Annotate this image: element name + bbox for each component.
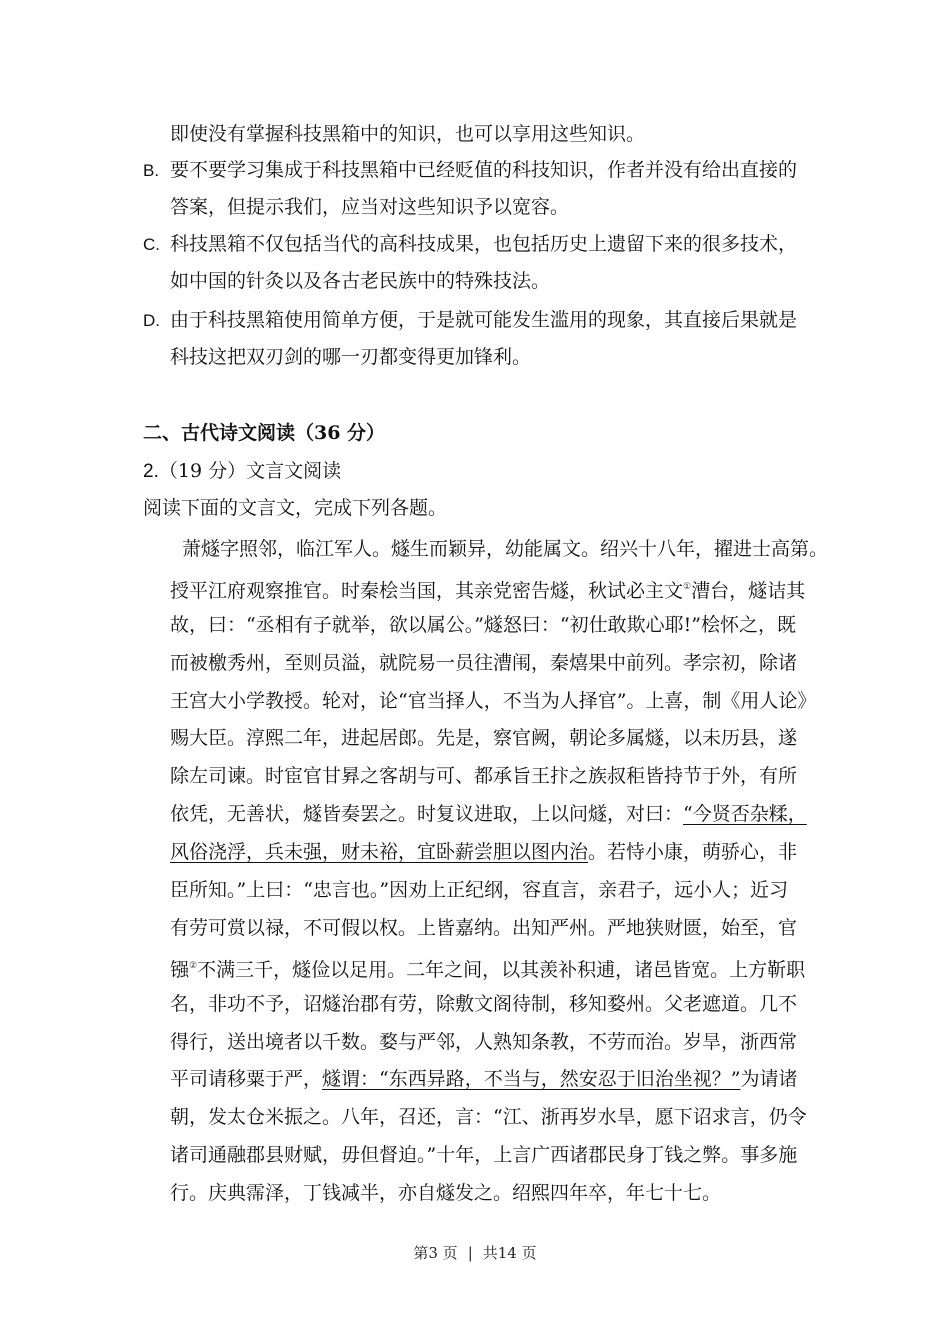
passage-line: 除左司谏。时宦官甘昪之客胡与可、都承旨王抃之族叔秬皆持节于外，有所 xyxy=(170,765,798,788)
option-text: 科技这把双刃剑的哪一刃都变得更加锋利。 xyxy=(170,346,532,368)
underlined-sentence: 风俗浇浮，兵未强，财未裕，宜卧薪尝胆以图内治 xyxy=(170,841,589,864)
passage-line: 王宫大小学教授。轮对，论“官当择人，不当为人择官”。上喜，制《用人论》 xyxy=(170,689,817,712)
passage-line: 依凭，无善状，燧皆奏罢之。时复议进取，上以问燧，对曰：“今贤否杂糅， xyxy=(170,803,807,826)
passage-line: 平司请移粟于严，燧谓：“东西异路，不当与，然安忍于旧治坐视？”为请诸 xyxy=(170,1068,798,1091)
passage-line: 得行，送出境者以千数。婺与严邻，人熟知条教，不劳而治。岁旱，浙西常 xyxy=(170,1030,798,1053)
option-letter: B. xyxy=(143,161,160,180)
question-instruction: 阅读下面的文言文，完成下列各题。 xyxy=(143,497,448,519)
passage-line: 名，非功不予，诏燧治郡有劳，除敷文阁待制，移知婺州。父老遮道。几不 xyxy=(170,992,798,1015)
option-text: 由于科技黑箱使用简单方便，于是就可能发生滥用的现象，其直接后果就是 xyxy=(170,309,798,331)
passage-line: 授平江府观察推官。时秦桧当国，其亲党密告燧，秋试必主文①漕台，燧诘其 xyxy=(170,579,806,602)
passage-line: 行。庆典霈泽，丁钱减半，亦自燧发之。绍熙四年卒，年七十七。 xyxy=(170,1182,722,1205)
option-b xyxy=(143,152,843,226)
option-a-continuation: 即使没有掌握科技黑箱中的知识，也可以享用这些知识。 xyxy=(170,123,646,145)
footnote-marker: ② xyxy=(189,960,198,971)
passage-line: 赐大臣。淳熙二年，进起居郎。先是，察官阙，朝论多属燧，以未历县，遂 xyxy=(170,727,798,750)
section-title: 二、古代诗文阅读（36 分） xyxy=(143,422,386,444)
passage-line: 朝，发太仓米振之。八年，召还，言：“江、浙再岁水旱，愿下诏求言，仍令 xyxy=(170,1106,807,1129)
option-letter: D. xyxy=(143,311,160,330)
page-total: 共14 页 xyxy=(482,1244,537,1262)
option-d xyxy=(143,302,843,376)
option-letter: C. xyxy=(143,235,160,254)
passage-line: 镪②不满三千，燧俭以足用。二年之间，以其羡补积逋，诸邑皆宽。上方靳职 xyxy=(170,958,806,981)
underlined-sentence: “今贤否杂糅， xyxy=(683,803,807,826)
question-text: （19 分）文言文阅读 xyxy=(158,460,342,482)
passage-line: 诸司通融郡县财赋，毋但督迫。”十年，上言广西诸郡民身丁钱之弊。事多施 xyxy=(170,1144,798,1167)
passage-line: 风俗浇浮，兵未强，财未裕，宜卧薪尝胆以图内治。若恃小康，萌骄心，非 xyxy=(170,841,798,864)
question-title xyxy=(143,456,341,487)
option-text: 科技黑箱不仅包括当代的高科技成果，也包括历史上遗留下来的很多技术， xyxy=(170,233,798,255)
option-c xyxy=(143,226,843,300)
page-number: 第3 页 xyxy=(413,1244,458,1262)
question-number: 2. xyxy=(143,461,159,482)
passage-line: 萧燧字照邻，临江军人。燧生而颖异，幼能属文。绍兴十八年，擢进士高第。 xyxy=(182,538,829,560)
option-text: 要不要学习集成于科技黑箱中已经贬值的科技知识，作者并没有给出直接的 xyxy=(170,159,798,181)
page-footer xyxy=(0,1241,950,1265)
passage-line: 有劳可赏以禄，不可假以权。上皆嘉纳。出知严州。严地狭财匮，始至，官 xyxy=(170,916,798,939)
classical-passage xyxy=(170,531,830,1213)
underlined-sentence: 燧谓：“东西异路，不当与，然安忍于旧治坐视？” xyxy=(322,1068,741,1091)
footer-separator: | xyxy=(467,1244,473,1262)
option-text: 答案，但提示我们，应当对这些知识予以宽容。 xyxy=(170,196,570,218)
footnote-marker: ① xyxy=(683,581,692,592)
passage-line: 故，曰：“丞相有子就举，欲以属公。”燧怒曰：“初仕敢欺心耶!”桧怀之，既 xyxy=(170,613,796,636)
passage-line: 臣所知。”上曰：“忠言也。”因劝上正纪纲，容直言，亲君子，远小人；近习 xyxy=(170,879,789,902)
passage-line: 而被檄秀州，至则员溢，就院易一员往漕闱，秦熺果中前列。孝宗初，除诸 xyxy=(170,651,798,674)
option-text: 如中国的针灸以及各古老民族中的特殊技法。 xyxy=(170,270,551,292)
